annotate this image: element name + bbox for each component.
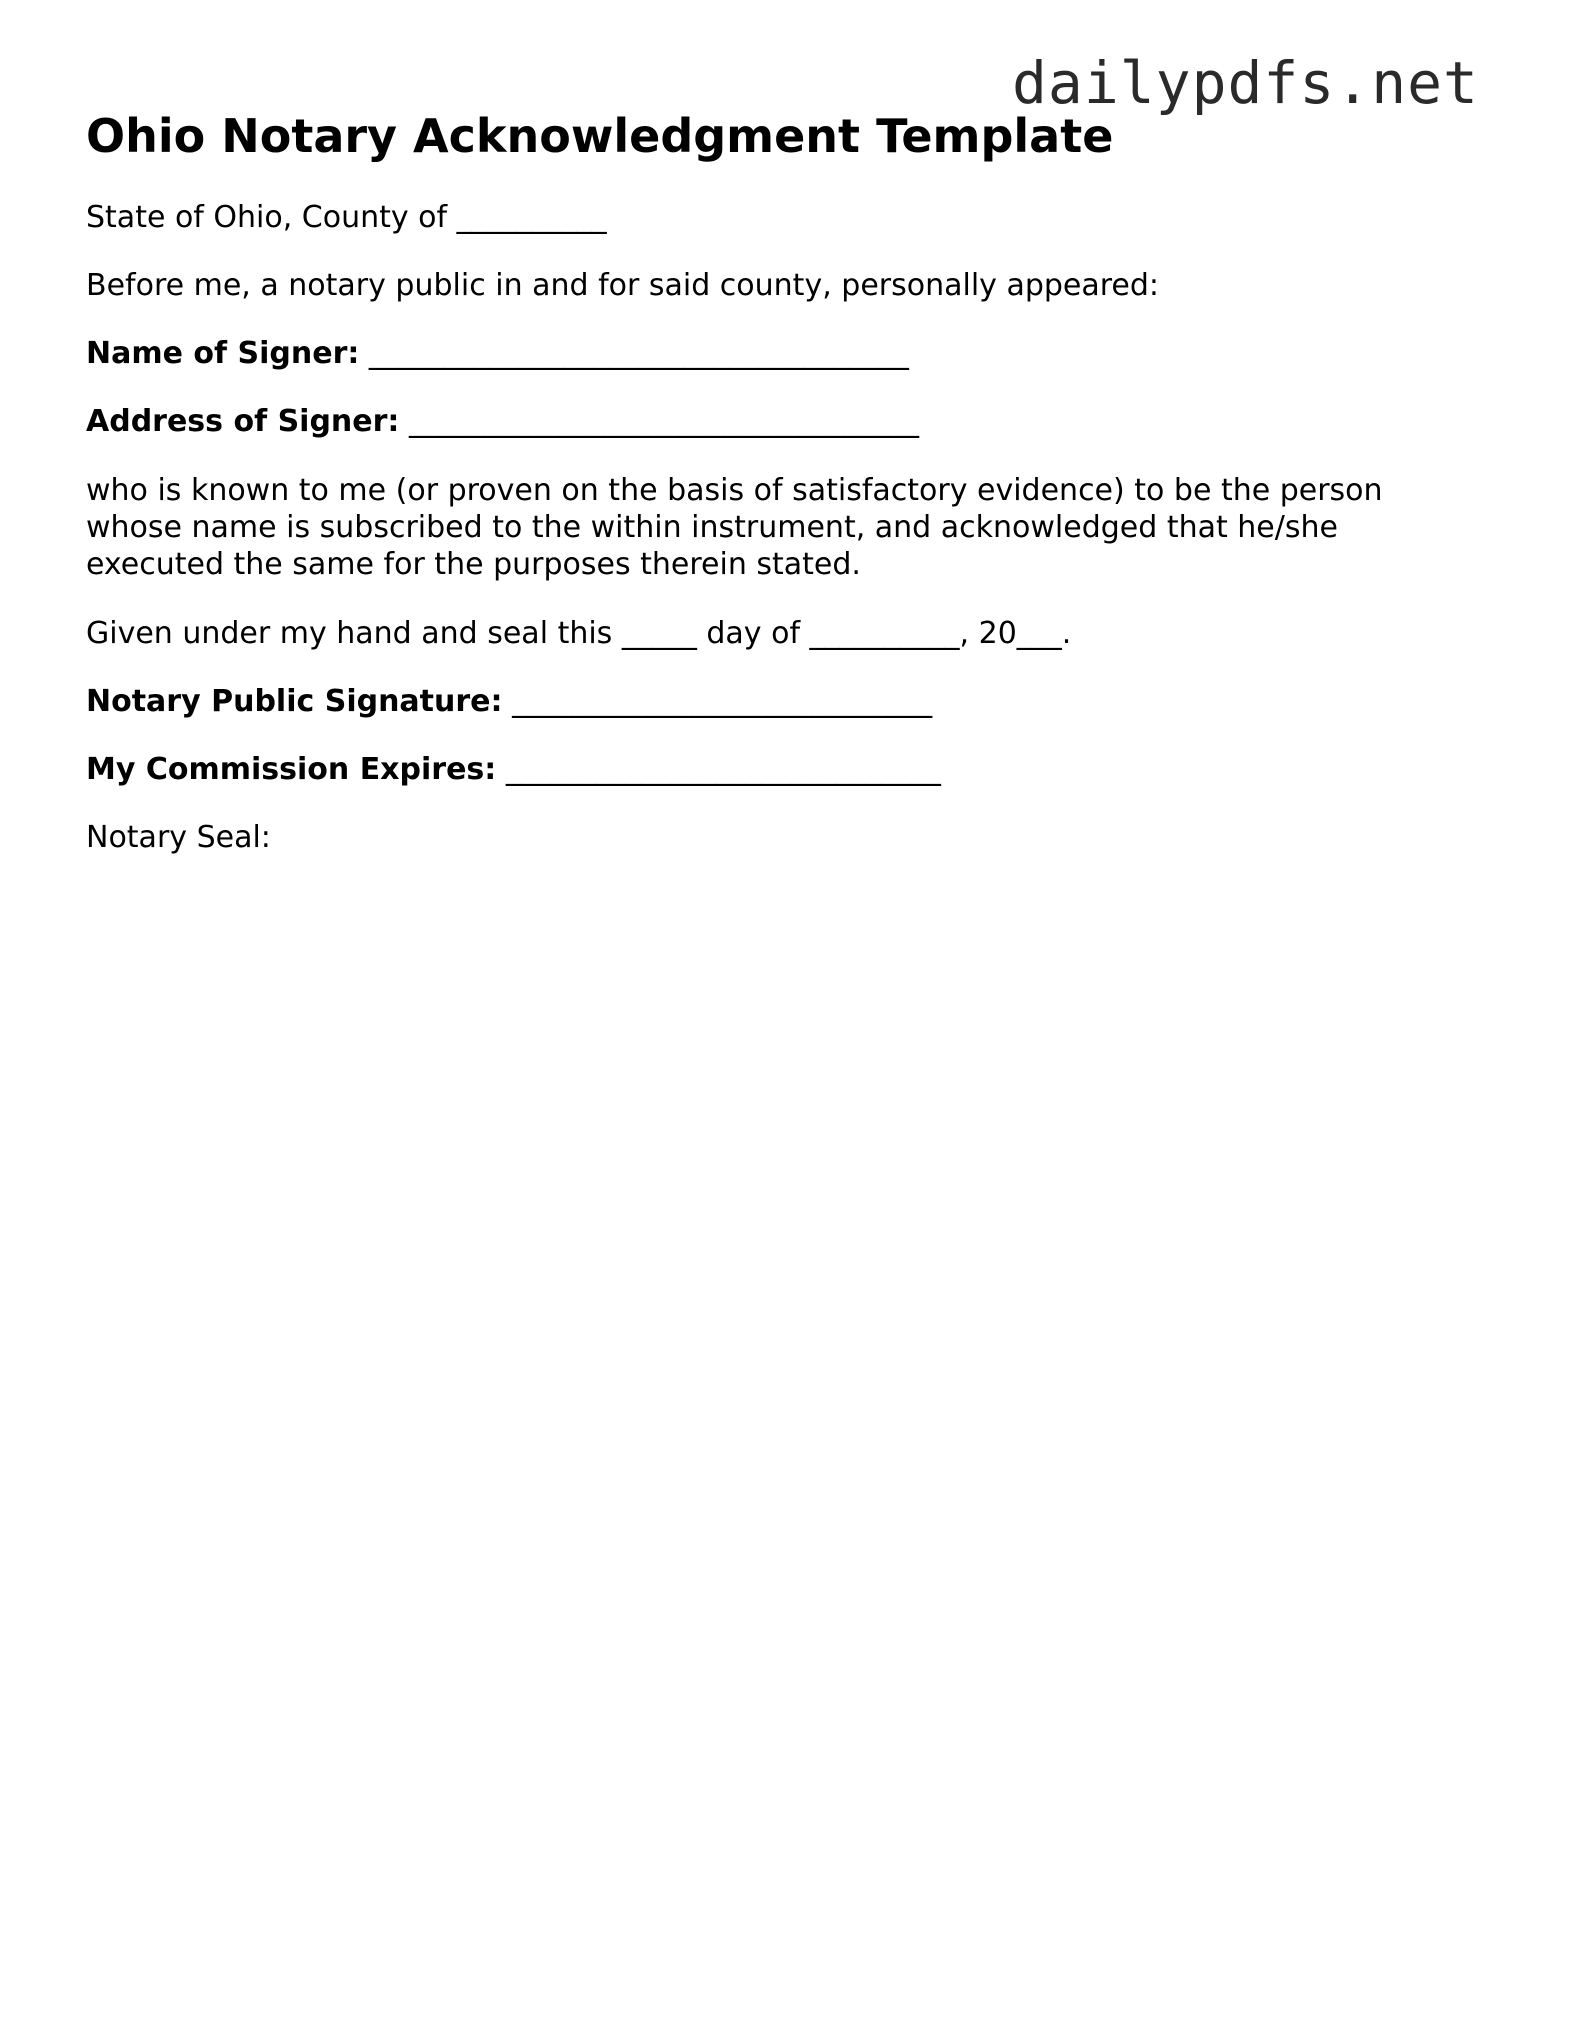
acknowledgment-statement xyxy=(86,472,1486,583)
notary-signature-blank: ____________________________ xyxy=(512,684,933,719)
notary-seal-label: Notary Seal: xyxy=(86,820,271,855)
site-watermark: dailypdfs.net xyxy=(1012,49,1479,117)
commission-expires-label: My Commission Expires: xyxy=(86,752,497,787)
given-under-hand-line: Given under my hand and seal this _____ day of __________, 20___. xyxy=(86,616,1072,651)
statement-line: who is known to me (or proven on the basis of satisfactory evidence) to be the person xyxy=(86,473,1383,508)
notary-signature-label: Notary Public Signature: xyxy=(86,684,503,719)
statement-line: executed the same for the purposes therein stated. xyxy=(86,547,861,582)
name-of-signer-row xyxy=(86,335,909,372)
name-of-signer-label: Name of Signer: xyxy=(86,336,360,371)
intro-line: Before me, a notary public in and for said county, personally appeared: xyxy=(86,268,1160,303)
address-of-signer-row xyxy=(86,403,919,440)
notary-signature-row xyxy=(86,683,932,720)
page-title: Ohio Notary Acknowledgment Template xyxy=(86,109,1114,163)
state-county-line: State of Ohio, County of __________ xyxy=(86,200,607,235)
address-of-signer-label: Address of Signer: xyxy=(86,404,400,439)
commission-expires-blank: _____________________________ xyxy=(505,752,941,787)
commission-expires-row xyxy=(86,751,941,788)
statement-line: whose name is subscribed to the within instrument, and acknowledged that he/she xyxy=(86,510,1338,545)
address-of-signer-blank: __________________________________ xyxy=(408,404,919,439)
name-of-signer-blank: ____________________________________ xyxy=(368,336,909,371)
